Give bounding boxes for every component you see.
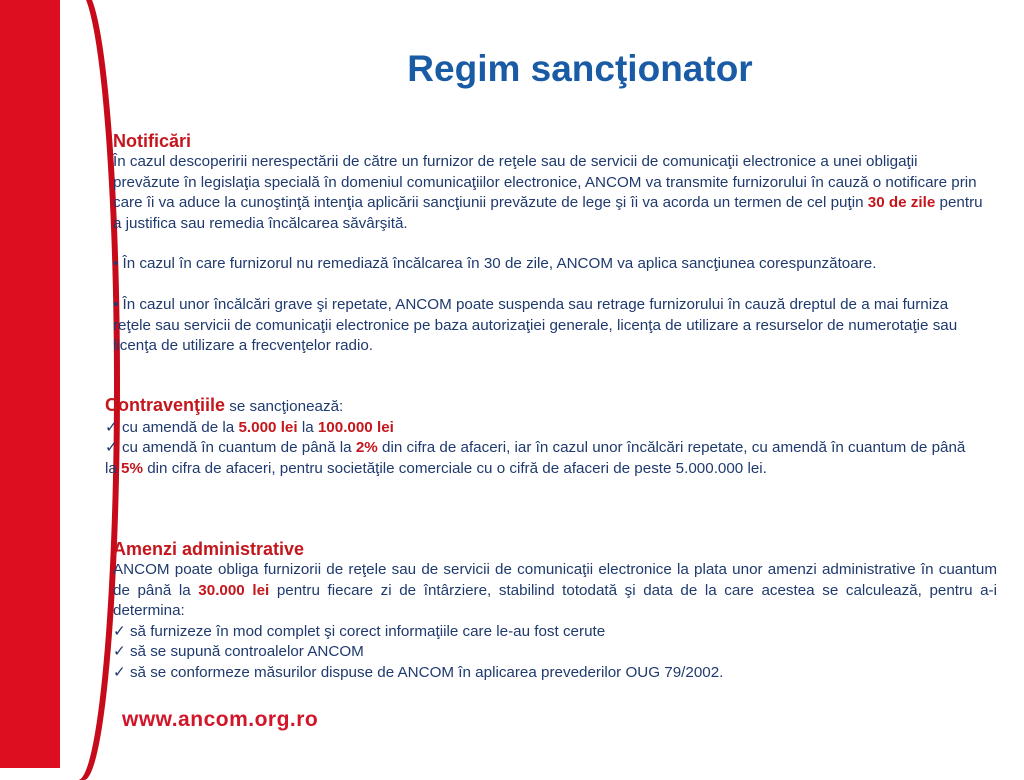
page-title: Regim sancţionator [407,48,753,89]
contraventii-heading-line [105,394,975,418]
contraventii-item-1-text: ✓ cu amendă de la [105,418,239,436]
notificari-heading: Notificări [113,131,192,151]
contraventii-heading: Contravenţiile [105,395,226,415]
notificari-text-b: pentru a justifica sau remedia încălcarea săvârşită. [113,194,983,232]
amenzi-item-3: ✓ să se conformeze măsurilor dispuse de ANCOM în aplicarea prevederilor OUG 79/2002. [113,663,724,681]
contraventii-item-1-sep: la [297,418,318,436]
footer-url[interactable]: www.ancom.org.ro [122,708,319,731]
amenzi-amount: 30.000 lei [198,581,270,599]
contraventii-item-2-text-c: din cifra de afaceri, pentru societăţile comerciale cu o cifră de afaceri de peste 5.000.000 lei. [143,459,767,477]
contraventii-item-2-text-b: din cifra de afaceri, iar în cazul unor încălcări repetate, cu amendă în cuantum de până la [105,439,966,477]
amenzi-paragraph [113,560,997,622]
contraventii-heading-suffix: se sancţionează: [225,398,344,415]
sidebar-arc [60,0,120,780]
amenzi-heading: Amenzi administrative [113,539,305,559]
contraventii-item-2-text-a: ✓ cu amendă în cuantum de până la [105,439,356,457]
section-contraventii [105,394,975,479]
amenzi-text-b: pentru fiecare zi de întârziere, stabilind totodată şi data de la care acestea se calculează, pentru a-i determina: [113,581,997,620]
notificari-highlight: 30 de zile [867,194,936,212]
contraventii-item-1 [105,418,975,439]
notificari-text-a: În cazul descoperirii nerespectării de către un furnizor de reţele sau de servicii de comunicaţii electronice a unei obligaţii prevăzute în legislaţia specială în domeniul comunicaţiilor electronice, ANCOM va transmite furnizorului în cauză o notificare prin care îi va aduce la cunoştinţă intenţia aplicării sancţiunii prevăzute de lege şi îi va acorda un termen de cel puţin [113,153,977,212]
amenzi-text-a: ANCOM poate obliga furnizorii de reţele sau de servicii de comunicaţii electronice la plata unor amenzi administrative în cuantum de până la [113,561,997,599]
sidebar-decoration [0,0,88,768]
notificari-bullet-2: • În cazul unor încălcări grave şi repetate, ANCOM poate suspenda sau retrage furnizorului în cauză dreptul de a mai furniza reţele sau servicii de comunicaţii electronice pe baza autorizaţiei generale, licenţa de utilizare a resurselor de numerotaţie sau licenţa de utilizare a frecvenţelor radio. [113,295,958,355]
contraventii-percent-1: 2% [355,439,378,457]
contraventii-item-2 [105,438,975,479]
amenzi-item-1: ✓ să furnizeze în mod complet şi corect informaţiile care le-au fost cerute [113,622,606,640]
contraventii-max-amount: 100.000 lei [317,418,394,436]
amenzi-item-2: ✓ să se supună controalelor ANCOM [113,643,364,661]
section-notificari [113,130,983,357]
notificari-bullet-1: • În cazul în care furnizorul nu remediază încălcarea în 30 de zile, ANCOM va aplica sancţiunea corespunzătoare. [113,255,877,273]
contraventii-min-amount: 5.000 lei [238,418,298,436]
section-amenzi [113,538,997,684]
notificari-paragraph [113,152,983,234]
contraventii-percent-2: 5% [121,459,143,477]
